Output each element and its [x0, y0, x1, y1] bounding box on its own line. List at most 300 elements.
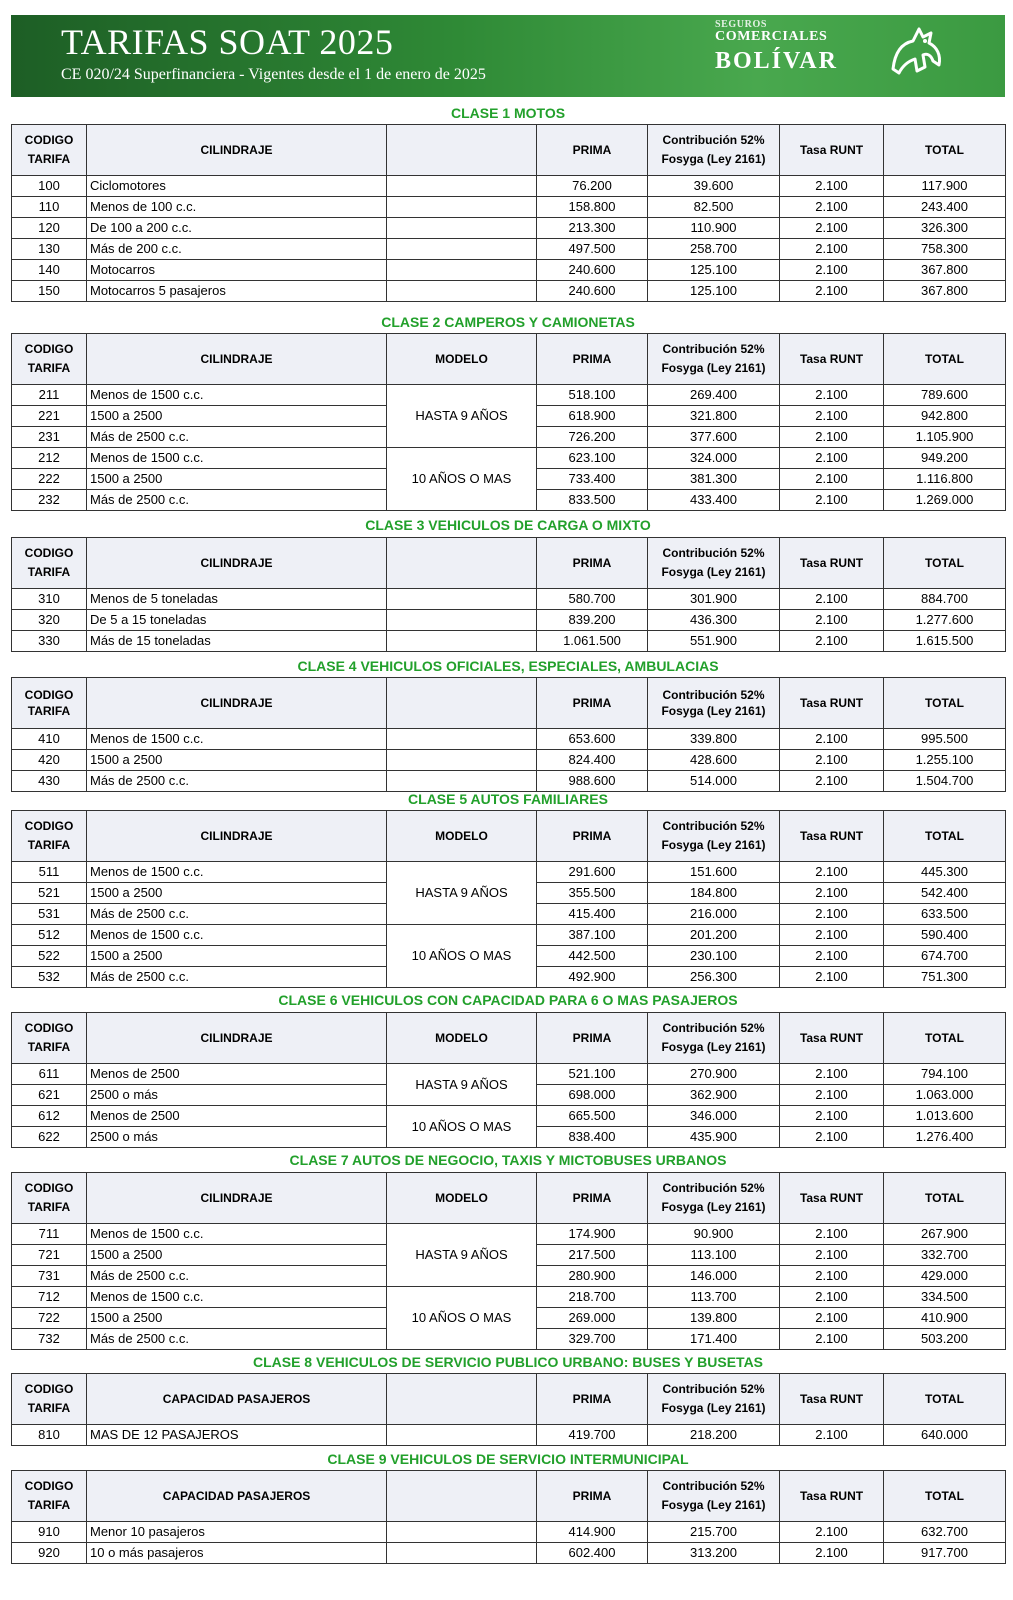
table-cell: 381.300 [648, 469, 780, 490]
horse-icon [885, 21, 945, 76]
table-cell: 623.100 [537, 448, 648, 469]
table-header-row [12, 678, 1006, 729]
header-label-line: CODIGO [24, 1021, 74, 1035]
table-cell [387, 260, 537, 281]
table-cell: MAS DE 12 PASAJEROS [87, 1425, 387, 1446]
col-runt: Tasa RUNT [780, 538, 884, 589]
table-cell: 640.000 [884, 1425, 1006, 1446]
header-label-line: Fosyga (Ley 2161) [661, 1200, 766, 1214]
table-row [12, 1224, 1006, 1245]
col-cilindraje: CILINDRAJE [87, 538, 387, 589]
header-label-line: Contribución 52% [662, 546, 765, 560]
table-cell: 758.300 [884, 239, 1006, 260]
table-row [12, 1543, 1006, 1564]
table-cell: 611 [12, 1064, 87, 1085]
header-label-line: Fosyga (Ley 2161) [661, 838, 766, 852]
table-cell: 522 [12, 946, 87, 967]
table-cell: Menos de 1500 c.c. [87, 862, 387, 883]
table-cell: 139.800 [648, 1308, 780, 1329]
table-cell: 125.100 [648, 260, 780, 281]
table-cell: 113.100 [648, 1245, 780, 1266]
table-header-row [12, 1013, 1006, 1064]
header-label-line: Fosyga (Ley 2161) [661, 1040, 766, 1054]
col-contribucion [648, 538, 780, 589]
table-cell: 2.100 [780, 469, 884, 490]
table-cell: 2.100 [780, 239, 884, 260]
col-total: TOTAL [884, 1013, 1006, 1064]
table-cell [387, 610, 537, 631]
table-clase8 [11, 1373, 1006, 1446]
page-subtitle: CE 020/24 Superfinanciera - Vigentes desde el 1 de enero de 2025 [61, 66, 486, 83]
header-label-line: CODIGO [24, 819, 74, 833]
table-cell: 2.100 [780, 1425, 884, 1446]
col-empty [387, 538, 537, 589]
table-cell: 2.100 [780, 589, 884, 610]
table-row [12, 1287, 1006, 1308]
table-cell: 174.900 [537, 1224, 648, 1245]
header-label-line: TARIFA [27, 1200, 71, 1214]
table-row [12, 1064, 1006, 1085]
table-cell: 733.400 [537, 469, 648, 490]
table-cell: 120 [12, 218, 87, 239]
table-cell: 280.900 [537, 1266, 648, 1287]
table-cell: 2.100 [780, 1522, 884, 1543]
table-cell: Menos de 2500 [87, 1106, 387, 1127]
col-empty [387, 1471, 537, 1522]
table-cell: 410 [12, 729, 87, 750]
table-cell: 2.100 [780, 1329, 884, 1350]
table-cell: 514.000 [648, 771, 780, 792]
table-cell: 2.100 [780, 862, 884, 883]
table-cell: 110 [12, 197, 87, 218]
table-cell: 256.300 [648, 967, 780, 988]
col-total: TOTAL [884, 811, 1006, 862]
table-cell [387, 176, 537, 197]
table-cell: 1500 a 2500 [87, 750, 387, 771]
table-cell: 1.504.700 [884, 771, 1006, 792]
table-cell: 435.900 [648, 1127, 780, 1148]
table-cell: 2.100 [780, 490, 884, 511]
table-cell: 910 [12, 1522, 87, 1543]
table-row [12, 771, 1006, 792]
table-cell: 810 [12, 1425, 87, 1446]
header-label-line: Fosyga (Ley 2161) [661, 1498, 766, 1512]
table-cell: 339.800 [648, 729, 780, 750]
table-row [12, 1106, 1006, 1127]
header-label-line: TARIFA [27, 1498, 71, 1512]
table-cell: Más de 2500 c.c. [87, 490, 387, 511]
col-cilindraje: CILINDRAJE [87, 125, 387, 176]
table-cell: Más de 2500 c.c. [87, 1329, 387, 1350]
table-cell: Menos de 1500 c.c. [87, 729, 387, 750]
table-cell: 39.600 [648, 176, 780, 197]
table-clase2 [11, 333, 1006, 511]
table-cell: 171.400 [648, 1329, 780, 1350]
table-clase6 [11, 1012, 1006, 1148]
table-cell: 218.700 [537, 1287, 648, 1308]
col-codigo [12, 1374, 87, 1425]
table-cell: 2.100 [780, 631, 884, 652]
table-cell: 590.400 [884, 925, 1006, 946]
table-row [12, 218, 1006, 239]
page-title: TARIFAS SOAT 2025 [61, 22, 394, 62]
col-prima: PRIMA [537, 1173, 648, 1224]
col-modelo: MODELO [387, 1013, 537, 1064]
table-cell: 542.400 [884, 883, 1006, 904]
table-cell: 310 [12, 589, 87, 610]
header-label-line: CODIGO [24, 342, 74, 356]
col-contribucion [648, 1471, 780, 1522]
table-cell: 301.900 [648, 589, 780, 610]
table-cell: Más de 2500 c.c. [87, 967, 387, 988]
table-cell: 2.100 [780, 260, 884, 281]
table-cell: 150 [12, 281, 87, 302]
table-cell [387, 1543, 537, 1564]
table-cell: 2.100 [780, 883, 884, 904]
table-cell: 415.400 [537, 904, 648, 925]
table-cell: 2.100 [780, 729, 884, 750]
header-label-line: Fosyga (Ley 2161) [661, 565, 766, 579]
col-contribucion [648, 1173, 780, 1224]
section-title-clase5: CLASE 5 AUTOS FAMILIARES [408, 791, 608, 807]
table-cell: Motocarros 5 pasajeros [87, 281, 387, 302]
table-row [12, 239, 1006, 260]
col-contribucion [648, 678, 780, 729]
table-cell: 2.100 [780, 1127, 884, 1148]
table-cell: 2.100 [780, 1308, 884, 1329]
col-prima: PRIMA [537, 538, 648, 589]
table-cell: 2.100 [780, 771, 884, 792]
table-cell [387, 281, 537, 302]
col-prima: PRIMA [537, 678, 648, 729]
table-cell: 110.900 [648, 218, 780, 239]
section-title-clase1: CLASE 1 MOTOS [450, 105, 566, 121]
modelo-cell: 10 AÑOS O MAS [387, 925, 537, 988]
table-cell: 711 [12, 1224, 87, 1245]
modelo-cell: HASTA 9 AÑOS [387, 862, 537, 925]
col-modelo: MODELO [387, 334, 537, 385]
table-cell: 387.100 [537, 925, 648, 946]
table-cell: 732 [12, 1329, 87, 1350]
table-cell: 1.063.000 [884, 1085, 1006, 1106]
table-cell: 130 [12, 239, 87, 260]
col-total: TOTAL [884, 678, 1006, 729]
section-title-clase2: CLASE 2 CAMPEROS Y CAMIONETAS [381, 314, 635, 330]
col-modelo: MODELO [387, 811, 537, 862]
table-cell: 712 [12, 1287, 87, 1308]
table-cell: 794.100 [884, 1064, 1006, 1085]
col-empty [387, 125, 537, 176]
table-cell: 1.061.500 [537, 631, 648, 652]
table-cell: 429.000 [884, 1266, 1006, 1287]
table-cell: 497.500 [537, 239, 648, 260]
table-cell: 751.300 [884, 967, 1006, 988]
table-cell [387, 750, 537, 771]
header-label-line: TARIFA [27, 361, 71, 375]
table-cell: 512 [12, 925, 87, 946]
table-cell: 833.500 [537, 490, 648, 511]
table-cell: 367.800 [884, 260, 1006, 281]
section-title-clase6: CLASE 6 VEHICULOS CON CAPACIDAD PARA 6 O MAS PASAJEROS [278, 992, 738, 1008]
table-cell: 942.800 [884, 406, 1006, 427]
table-cell: Menos de 5 toneladas [87, 589, 387, 610]
col-prima: PRIMA [537, 1471, 648, 1522]
table-cell: Motocarros [87, 260, 387, 281]
col-runt: Tasa RUNT [780, 1374, 884, 1425]
table-cell: 518.100 [537, 385, 648, 406]
table-cell: 2.100 [780, 218, 884, 239]
col-prima: PRIMA [537, 811, 648, 862]
table-cell: 267.900 [884, 1224, 1006, 1245]
table-cell [387, 218, 537, 239]
col-runt: Tasa RUNT [780, 678, 884, 729]
table-cell: 1500 a 2500 [87, 1308, 387, 1329]
table-cell: Más de 15 toneladas [87, 631, 387, 652]
table-cell: 215.700 [648, 1522, 780, 1543]
table-row [12, 448, 1006, 469]
table-cell: 291.600 [537, 862, 648, 883]
table-cell: Menos de 1500 c.c. [87, 925, 387, 946]
table-cell: 2.100 [780, 967, 884, 988]
col-cilindraje: CILINDRAJE [87, 1013, 387, 1064]
table-cell: 1500 a 2500 [87, 406, 387, 427]
col-prima: PRIMA [537, 1013, 648, 1064]
col-runt: Tasa RUNT [780, 1471, 884, 1522]
table-cell: 324.000 [648, 448, 780, 469]
table-cell: 313.200 [648, 1543, 780, 1564]
table-cell: 320 [12, 610, 87, 631]
table-cell: 362.900 [648, 1085, 780, 1106]
table-cell: 2.100 [780, 1064, 884, 1085]
table-cell: 117.900 [884, 176, 1006, 197]
header-label-line: Contribución 52% [662, 133, 765, 147]
col-prima: PRIMA [537, 125, 648, 176]
col-capacidad: CAPACIDAD PASAJEROS [87, 1471, 387, 1522]
table-cell: 270.900 [648, 1064, 780, 1085]
table-cell: 839.200 [537, 610, 648, 631]
table-cell: 419.700 [537, 1425, 648, 1446]
table-row [12, 610, 1006, 631]
table-cell: 2.100 [780, 1287, 884, 1308]
table-cell: 125.100 [648, 281, 780, 302]
table-clase3 [11, 537, 1006, 652]
table-cell: 151.600 [648, 862, 780, 883]
table-cell: 428.600 [648, 750, 780, 771]
table-cell [387, 239, 537, 260]
col-total: TOTAL [884, 1471, 1006, 1522]
table-cell: 90.900 [648, 1224, 780, 1245]
col-codigo [12, 334, 87, 385]
table-cell: 442.500 [537, 946, 648, 967]
col-cilindraje: CILINDRAJE [87, 678, 387, 729]
modelo-cell: 10 AÑOS O MAS [387, 448, 537, 511]
table-cell: 217.500 [537, 1245, 648, 1266]
section-title-clase9: CLASE 9 VEHICULOS DE SERVICIO INTERMUNICIPAL [327, 1451, 689, 1467]
table-cell: 2.100 [780, 1106, 884, 1127]
table-cell: 551.900 [648, 631, 780, 652]
col-runt: Tasa RUNT [780, 125, 884, 176]
header-label-line: Contribución 52% [662, 342, 765, 356]
table-cell: 2.100 [780, 176, 884, 197]
table-cell: 355.500 [537, 883, 648, 904]
col-codigo [12, 1471, 87, 1522]
header-label-line: Contribución 52% [662, 1382, 765, 1396]
table-cell: 674.700 [884, 946, 1006, 967]
table-cell: 2.100 [780, 197, 884, 218]
table-cell: 722 [12, 1308, 87, 1329]
table-cell: 1.013.600 [884, 1106, 1006, 1127]
modelo-cell: HASTA 9 AÑOS [387, 1064, 537, 1106]
table-cell: 211 [12, 385, 87, 406]
col-prima: PRIMA [537, 1374, 648, 1425]
table-row [12, 631, 1006, 652]
header-label-line: CODIGO [24, 1479, 74, 1493]
brand-small-line2: COMERCIALES [715, 29, 828, 44]
header-label-line: Contribución 52% [662, 1021, 765, 1035]
table-cell: 1500 a 2500 [87, 946, 387, 967]
table-cell [387, 589, 537, 610]
table-cell: 329.700 [537, 1329, 648, 1350]
header-label-line: Fosyga (Ley 2161) [661, 361, 766, 375]
table-row [12, 281, 1006, 302]
table-cell: 240.600 [537, 281, 648, 302]
table-cell: Menos de 1500 c.c. [87, 448, 387, 469]
table-cell: 221 [12, 406, 87, 427]
header-banner [11, 15, 1005, 97]
table-cell: 332.700 [884, 1245, 1006, 1266]
table-cell: 622 [12, 1127, 87, 1148]
table-cell: Ciclomotores [87, 176, 387, 197]
table-cell: 326.300 [884, 218, 1006, 239]
table-header-row [12, 811, 1006, 862]
col-contribucion [648, 334, 780, 385]
table-cell: 1.277.600 [884, 610, 1006, 631]
table-cell: 2.100 [780, 406, 884, 427]
table-cell: 995.500 [884, 729, 1006, 750]
table-cell: 511 [12, 862, 87, 883]
table-cell: 920 [12, 1543, 87, 1564]
table-cell: 76.200 [537, 176, 648, 197]
table-cell [387, 771, 537, 792]
table-cell: 1.276.400 [884, 1127, 1006, 1148]
table-cell: 2.100 [780, 427, 884, 448]
col-cilindraje: CILINDRAJE [87, 811, 387, 862]
table-cell: 917.700 [884, 1543, 1006, 1564]
col-modelo: MODELO [387, 1173, 537, 1224]
col-codigo [12, 1013, 87, 1064]
table-cell: 113.700 [648, 1287, 780, 1308]
table-cell: 2.100 [780, 281, 884, 302]
table-cell: 580.700 [537, 589, 648, 610]
table-cell: 988.600 [537, 771, 648, 792]
table-cell: 2.100 [780, 1245, 884, 1266]
table-cell: 410.900 [884, 1308, 1006, 1329]
table-cell: 2.100 [780, 1224, 884, 1245]
col-contribucion [648, 811, 780, 862]
header-label-line: Fosyga (Ley 2161) [661, 704, 766, 718]
table-cell: 269.400 [648, 385, 780, 406]
table-cell: 2.100 [780, 610, 884, 631]
table-cell [387, 197, 537, 218]
table-cell: 721 [12, 1245, 87, 1266]
table-cell: 1.615.500 [884, 631, 1006, 652]
col-total: TOTAL [884, 538, 1006, 589]
table-cell: 698.000 [537, 1085, 648, 1106]
table-row [12, 176, 1006, 197]
table-cell: 653.600 [537, 729, 648, 750]
table-clase9 [11, 1470, 1006, 1564]
col-contribucion [648, 125, 780, 176]
brand-name: BOLÍVAR [715, 48, 838, 74]
modelo-cell: HASTA 9 AÑOS [387, 1224, 537, 1287]
table-cell [387, 1425, 537, 1446]
table-cell: 230.100 [648, 946, 780, 967]
table-cell: 503.200 [884, 1329, 1006, 1350]
table-cell: 158.800 [537, 197, 648, 218]
header-label-line: Contribución 52% [662, 819, 765, 833]
col-codigo [12, 1173, 87, 1224]
col-cilindraje: CILINDRAJE [87, 1173, 387, 1224]
table-cell: 231 [12, 427, 87, 448]
section-title-clase8: CLASE 8 VEHICULOS DE SERVICIO PUBLICO URBANO: BUSES Y BUSETAS [252, 1354, 764, 1370]
col-runt: Tasa RUNT [780, 334, 884, 385]
table-cell: 521.100 [537, 1064, 648, 1085]
col-runt: Tasa RUNT [780, 811, 884, 862]
table-cell [387, 1522, 537, 1543]
header-label-line: CODIGO [24, 546, 74, 560]
table-cell: 665.500 [537, 1106, 648, 1127]
table-cell: Más de 2500 c.c. [87, 427, 387, 448]
col-capacidad: CAPACIDAD PASAJEROS [87, 1374, 387, 1425]
table-cell: 436.300 [648, 610, 780, 631]
table-cell: Menos de 1500 c.c. [87, 1287, 387, 1308]
brand-logo-text [715, 15, 875, 97]
table-cell: 10 o más pasajeros [87, 1543, 387, 1564]
table-cell: Más de 2500 c.c. [87, 771, 387, 792]
table-cell: 420 [12, 750, 87, 771]
section-title-clase7: CLASE 7 AUTOS DE NEGOCIO, TAXIS Y MICTOBUSES URBANOS [289, 1152, 727, 1168]
table-cell: 216.000 [648, 904, 780, 925]
col-contribucion [648, 1374, 780, 1425]
table-clase4 [11, 677, 1006, 792]
table-cell: 2.100 [780, 1085, 884, 1106]
header-label-line: CODIGO [24, 688, 74, 702]
table-cell: 884.700 [884, 589, 1006, 610]
col-codigo [12, 811, 87, 862]
table-cell: 2500 o más [87, 1085, 387, 1106]
table-header-row [12, 1173, 1006, 1224]
col-runt: Tasa RUNT [780, 1013, 884, 1064]
table-cell: 838.400 [537, 1127, 648, 1148]
table-cell: 2.100 [780, 385, 884, 406]
header-label-line: Fosyga (Ley 2161) [661, 1401, 766, 1415]
col-runt: Tasa RUNT [780, 1173, 884, 1224]
table-cell: 240.600 [537, 260, 648, 281]
table-cell: 2.100 [780, 946, 884, 967]
table-row [12, 729, 1006, 750]
table-cell: 1.269.000 [884, 490, 1006, 511]
table-header-row [12, 1374, 1006, 1425]
header-label-line: TARIFA [27, 704, 71, 718]
col-total: TOTAL [884, 1374, 1006, 1425]
table-cell: 726.200 [537, 427, 648, 448]
table-cell: 430 [12, 771, 87, 792]
col-codigo [12, 125, 87, 176]
table-cell: 2.100 [780, 1543, 884, 1564]
table-cell: 334.500 [884, 1287, 1006, 1308]
header-label-line: Fosyga (Ley 2161) [661, 152, 766, 166]
table-cell: 433.400 [648, 490, 780, 511]
